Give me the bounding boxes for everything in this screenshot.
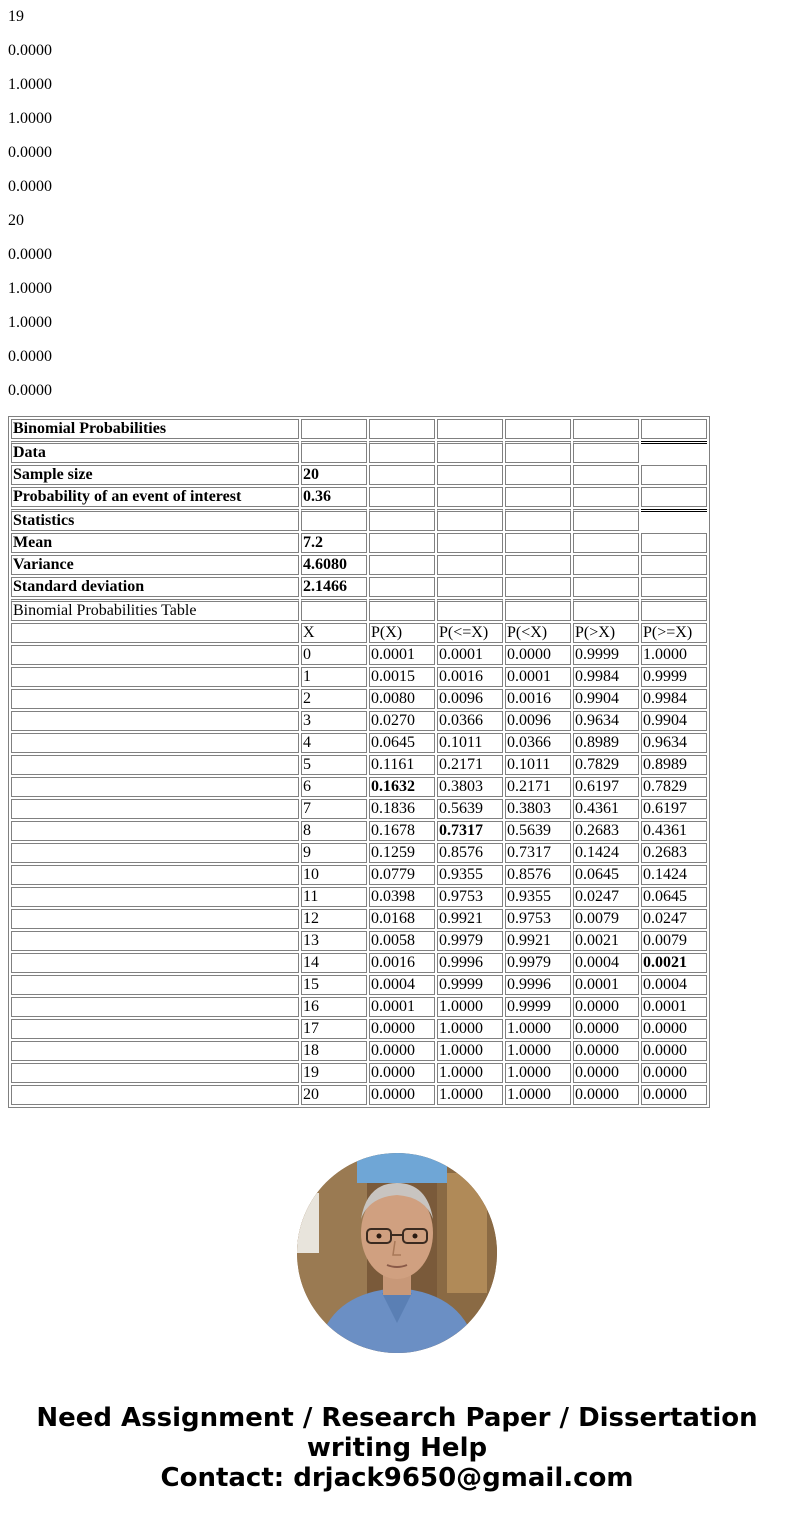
table-cell: 0.2171 bbox=[437, 755, 503, 775]
table-cell: 0 bbox=[301, 645, 367, 665]
table-row bbox=[11, 843, 707, 863]
table-row bbox=[11, 1085, 707, 1105]
promo-line-2: writing Help bbox=[306, 1433, 488, 1463]
sd-value: 2.1466 bbox=[301, 577, 367, 597]
table-cell: 0.8989 bbox=[573, 733, 639, 753]
table-cell: 0.9355 bbox=[437, 865, 503, 885]
column-header: P(>X) bbox=[573, 623, 639, 643]
table-row bbox=[11, 1041, 707, 1061]
table-cell: 0.0004 bbox=[641, 975, 707, 995]
lead-values bbox=[8, 0, 788, 408]
table-cell: 1.0000 bbox=[505, 1019, 571, 1039]
lead-value: 19 bbox=[8, 8, 24, 25]
table-cell: 0.1424 bbox=[641, 865, 707, 885]
lead-value: 1.0000 bbox=[8, 110, 52, 127]
sample-size-label: Sample size bbox=[11, 465, 299, 485]
table-row bbox=[11, 777, 707, 797]
table-cell: 0.0000 bbox=[641, 1063, 707, 1083]
lead-value: 1.0000 bbox=[8, 280, 52, 297]
table-cell: 0.2171 bbox=[505, 777, 571, 797]
table-cell: 0.0779 bbox=[369, 865, 435, 885]
table-cell: 7 bbox=[301, 799, 367, 819]
table-cell: 0.9979 bbox=[505, 953, 571, 973]
table-cell: 1.0000 bbox=[505, 1041, 571, 1061]
table-cell: 0.0021 bbox=[641, 953, 707, 973]
table-cell: 0.0079 bbox=[641, 931, 707, 951]
table-cell: 0.0004 bbox=[573, 953, 639, 973]
mean-value: 7.2 bbox=[301, 533, 367, 553]
table-cell: 0.0270 bbox=[369, 711, 435, 731]
table-title: Binomial Probabilities Table bbox=[11, 599, 299, 621]
table-cell: 0.0645 bbox=[641, 887, 707, 907]
table-row bbox=[11, 689, 707, 709]
table-cell: 0.2683 bbox=[573, 821, 639, 841]
table-cell: 0.0366 bbox=[437, 711, 503, 731]
table-cell: 0.7317 bbox=[437, 821, 503, 841]
table-cell: 4 bbox=[301, 733, 367, 753]
table-row bbox=[11, 667, 707, 687]
table-cell: 0.0001 bbox=[369, 645, 435, 665]
table-cell: 19 bbox=[301, 1063, 367, 1083]
table-cell: 12 bbox=[301, 909, 367, 929]
table-row bbox=[11, 887, 707, 907]
statistics-header-row bbox=[11, 509, 707, 531]
column-header: P(<=X) bbox=[437, 623, 503, 643]
data-header: Data bbox=[11, 441, 299, 463]
table-cell: 0.0004 bbox=[369, 975, 435, 995]
table-cell: 0.1424 bbox=[573, 843, 639, 863]
table-cell: 15 bbox=[301, 975, 367, 995]
lead-value: 0.0000 bbox=[8, 382, 52, 399]
table-cell: 0.1011 bbox=[437, 733, 503, 753]
probability-label: Probability of an event of interest bbox=[11, 487, 299, 507]
table-cell: 0.3803 bbox=[505, 799, 571, 819]
table-cell: 0.9999 bbox=[437, 975, 503, 995]
table-cell: 2 bbox=[301, 689, 367, 709]
table-cell: 0.5639 bbox=[437, 799, 503, 819]
table-cell: 0.9999 bbox=[641, 667, 707, 687]
table-cell: 0.0000 bbox=[573, 1085, 639, 1105]
table-cell: 0.0000 bbox=[369, 1041, 435, 1061]
summary-title: Binomial Probabilities bbox=[11, 419, 299, 439]
table-cell: 0.9904 bbox=[573, 689, 639, 709]
table-cell: 0.3803 bbox=[437, 777, 503, 797]
table-cell: 0.9984 bbox=[573, 667, 639, 687]
lead-value: 20 bbox=[8, 212, 24, 229]
table-cell: 0.6197 bbox=[573, 777, 639, 797]
table-row bbox=[11, 1019, 707, 1039]
table-cell: 0.8576 bbox=[505, 865, 571, 885]
table-cell: 13 bbox=[301, 931, 367, 951]
table-cell: 0.0096 bbox=[437, 689, 503, 709]
promo-line-1: Need Assignment / Research Paper / Dissertation bbox=[36, 1403, 758, 1433]
table-cell: 0.9753 bbox=[505, 909, 571, 929]
table-cell: 0.2683 bbox=[641, 843, 707, 863]
sd-row bbox=[11, 577, 707, 597]
table-row bbox=[11, 645, 707, 665]
lead-value: 0.0000 bbox=[8, 178, 52, 195]
table-cell: 6 bbox=[301, 777, 367, 797]
table-cell: 0.0247 bbox=[641, 909, 707, 929]
table-cell: 0.0000 bbox=[505, 645, 571, 665]
table-cell: 0.9355 bbox=[505, 887, 571, 907]
promo-banner bbox=[0, 1403, 794, 1493]
table-cell: 0.0366 bbox=[505, 733, 571, 753]
table-cell: 0.0001 bbox=[505, 667, 571, 687]
table-cell: 0.0079 bbox=[573, 909, 639, 929]
table-cell: 0.7829 bbox=[573, 755, 639, 775]
mean-label: Mean bbox=[11, 533, 299, 553]
table-cell: 0.0000 bbox=[369, 1019, 435, 1039]
table-row bbox=[11, 953, 707, 973]
table-cell: 0.0000 bbox=[573, 1041, 639, 1061]
table-cell: 1.0000 bbox=[437, 1041, 503, 1061]
table-cell: 0.0000 bbox=[573, 997, 639, 1017]
table-cell: 1.0000 bbox=[437, 1063, 503, 1083]
table-cell: 0.0096 bbox=[505, 711, 571, 731]
table-cell: 20 bbox=[301, 1085, 367, 1105]
mean-row bbox=[11, 533, 707, 553]
lead-value: 0.0000 bbox=[8, 246, 52, 263]
sd-label: Standard deviation bbox=[11, 577, 299, 597]
table-row bbox=[11, 799, 707, 819]
table-cell: 11 bbox=[301, 887, 367, 907]
table-cell: 0.0000 bbox=[641, 1085, 707, 1105]
table-title-row bbox=[11, 599, 707, 621]
table-cell: 0.1678 bbox=[369, 821, 435, 841]
table-row bbox=[11, 865, 707, 885]
data-header-row bbox=[11, 441, 707, 463]
lead-value: 0.0000 bbox=[8, 348, 52, 365]
table-cell: 0.1632 bbox=[369, 777, 435, 797]
table-cell: 0.9999 bbox=[573, 645, 639, 665]
lead-value: 1.0000 bbox=[8, 314, 52, 331]
table-cell: 0.0058 bbox=[369, 931, 435, 951]
table-cell: 0.0000 bbox=[641, 1041, 707, 1061]
table-cell: 1.0000 bbox=[437, 1019, 503, 1039]
statistics-header: Statistics bbox=[11, 509, 299, 531]
table-row bbox=[11, 931, 707, 951]
table-row bbox=[11, 975, 707, 995]
table-cell: 17 bbox=[301, 1019, 367, 1039]
table-cell: 0.0168 bbox=[369, 909, 435, 929]
table-cell: 0.0645 bbox=[369, 733, 435, 753]
column-header: X bbox=[301, 623, 367, 643]
author-photo bbox=[297, 1153, 497, 1353]
table-row bbox=[11, 1063, 707, 1083]
variance-value: 4.6080 bbox=[301, 555, 367, 575]
table-cell: 0.0000 bbox=[369, 1085, 435, 1105]
table-cell: 1.0000 bbox=[641, 645, 707, 665]
table-cell: 0.0000 bbox=[573, 1063, 639, 1083]
table-cell: 0.9996 bbox=[505, 975, 571, 995]
table-cell: 0.0001 bbox=[641, 997, 707, 1017]
table-cell: 0.0016 bbox=[505, 689, 571, 709]
table-cell: 0.9904 bbox=[641, 711, 707, 731]
table-cell: 0.9753 bbox=[437, 887, 503, 907]
table-cell: 8 bbox=[301, 821, 367, 841]
table-row bbox=[11, 755, 707, 775]
table-cell: 1.0000 bbox=[505, 1063, 571, 1083]
table-cell: 0.0001 bbox=[437, 645, 503, 665]
table-cell: 0.9921 bbox=[505, 931, 571, 951]
table-cell: 0.0000 bbox=[573, 1019, 639, 1039]
table-cell: 0.1011 bbox=[505, 755, 571, 775]
table-cell: 0.0247 bbox=[573, 887, 639, 907]
table-cell: 3 bbox=[301, 711, 367, 731]
column-header: P(<X) bbox=[505, 623, 571, 643]
table-cell: 0.9921 bbox=[437, 909, 503, 929]
sample-size-value: 20 bbox=[301, 465, 367, 485]
table-cell: 0.0001 bbox=[369, 997, 435, 1017]
column-header: P(X) bbox=[369, 623, 435, 643]
table-cell: 0.1161 bbox=[369, 755, 435, 775]
sample-size-row bbox=[11, 465, 707, 485]
table-cell: 5 bbox=[301, 755, 367, 775]
table-cell: 16 bbox=[301, 997, 367, 1017]
variance-label: Variance bbox=[11, 555, 299, 575]
table-cell: 1 bbox=[301, 667, 367, 687]
table-cell: 1.0000 bbox=[437, 997, 503, 1017]
table-row bbox=[11, 997, 707, 1017]
table-cell: 0.1836 bbox=[369, 799, 435, 819]
column-header: P(>=X) bbox=[641, 623, 707, 643]
table-cell: 0.8989 bbox=[641, 755, 707, 775]
table-cell: 10 bbox=[301, 865, 367, 885]
table-cell: 0.0080 bbox=[369, 689, 435, 709]
table-cell: 0.9634 bbox=[573, 711, 639, 731]
probability-value: 0.36 bbox=[301, 487, 367, 507]
table-cell: 0.5639 bbox=[505, 821, 571, 841]
table-cell: 0.0645 bbox=[573, 865, 639, 885]
table-cell: 0.9979 bbox=[437, 931, 503, 951]
table-cell: 0.0000 bbox=[641, 1019, 707, 1039]
table-cell: 0.9996 bbox=[437, 953, 503, 973]
table-cell: 0.7317 bbox=[505, 843, 571, 863]
table-cell: 0.0021 bbox=[573, 931, 639, 951]
table-cell: 0.0016 bbox=[369, 953, 435, 973]
table-header-row bbox=[11, 623, 707, 643]
table-cell: 0.0000 bbox=[369, 1063, 435, 1083]
table-cell: 0.7829 bbox=[641, 777, 707, 797]
table-cell: 0.8576 bbox=[437, 843, 503, 863]
table-row bbox=[11, 711, 707, 731]
table-cell: 0.1259 bbox=[369, 843, 435, 863]
table-cell: 1.0000 bbox=[437, 1085, 503, 1105]
lead-value: 1.0000 bbox=[8, 76, 52, 93]
table-cell: 0.9634 bbox=[641, 733, 707, 753]
table-cell: 0.0015 bbox=[369, 667, 435, 687]
table-cell: 0.6197 bbox=[641, 799, 707, 819]
table-cell: 0.4361 bbox=[641, 821, 707, 841]
author-avatar bbox=[297, 1153, 497, 1353]
lead-value: 0.0000 bbox=[8, 144, 52, 161]
variance-row bbox=[11, 555, 707, 575]
binomial-table bbox=[8, 416, 710, 1108]
lead-value: 0.0000 bbox=[8, 42, 52, 59]
table-row bbox=[11, 909, 707, 929]
table-cell: 1.0000 bbox=[505, 1085, 571, 1105]
title-row bbox=[11, 419, 707, 439]
table-cell: 9 bbox=[301, 843, 367, 863]
table-cell: 0.9999 bbox=[505, 997, 571, 1017]
table-cell: 18 bbox=[301, 1041, 367, 1061]
table-cell: 0.0398 bbox=[369, 887, 435, 907]
probability-row bbox=[11, 487, 707, 507]
promo-line-3: Contact: drjack9650@gmail.com bbox=[160, 1463, 634, 1493]
table-row bbox=[11, 733, 707, 753]
table-cell: 14 bbox=[301, 953, 367, 973]
table-cell: 0.0016 bbox=[437, 667, 503, 687]
table-cell: 0.9984 bbox=[641, 689, 707, 709]
table-cell: 0.4361 bbox=[573, 799, 639, 819]
table-row bbox=[11, 821, 707, 841]
table-cell: 0.0001 bbox=[573, 975, 639, 995]
